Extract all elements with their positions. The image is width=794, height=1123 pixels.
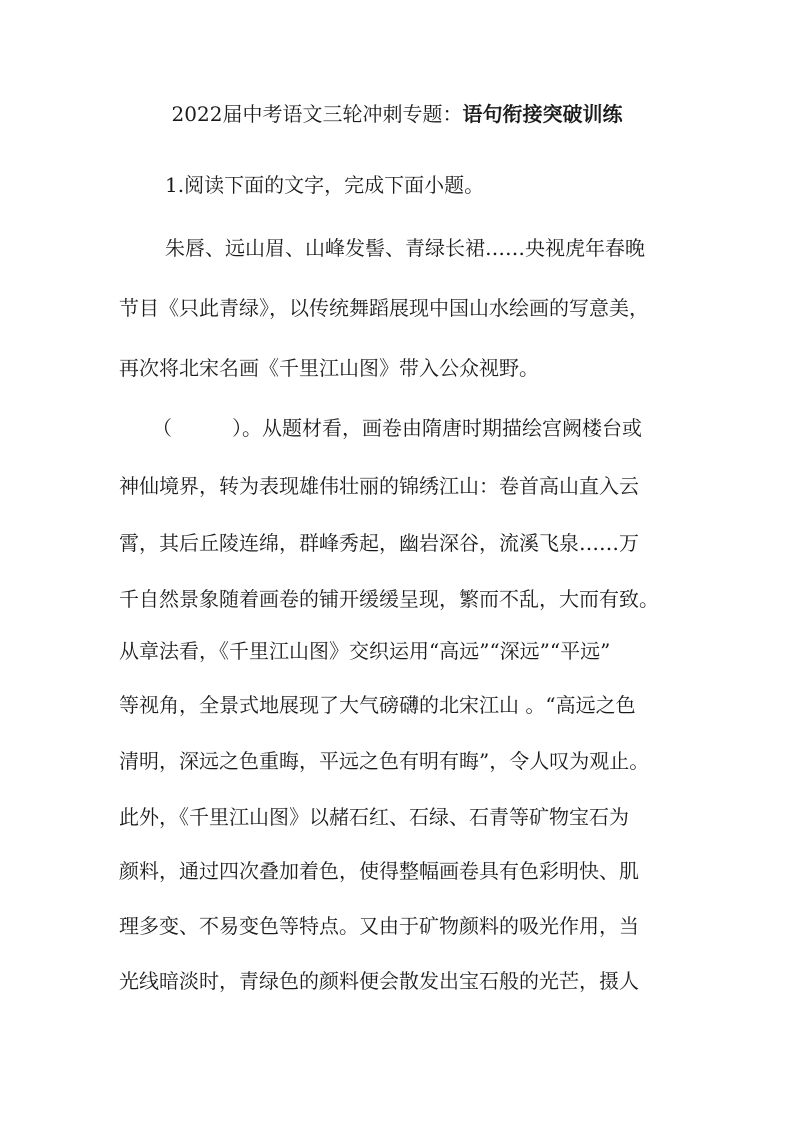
- paragraph-2-line-6: 等视角，全景式地展现了大气磅礴的北宋江山 。“高远之色: [119, 693, 636, 717]
- paragraph-1-line-1: 朱唇、远山眉、山峰发髻、青绿长裙……央视虎年春晚: [165, 236, 645, 260]
- title-bold-text: 语句衔接突破训练: [462, 102, 623, 126]
- question-prompt: 1.阅读下面的文字，完成下面小题。: [165, 173, 485, 197]
- paragraph-2-line-8: 此外，《千里江山图》以赭石红、石绿、石青等矿物宝石为: [119, 805, 629, 829]
- paragraph-2-line-1: （ ）。从题材看，画卷由隋唐时期描绘宫阙楼台或: [152, 416, 642, 440]
- paragraph-2-line-2: 神仙境界，转为表现雄伟壮丽的锦绣江山：卷首高山直入云: [119, 474, 639, 498]
- paragraph-2-line-9: 颜料，通过四次叠加着色，使得整幅画卷具有色彩明快、肌: [119, 859, 639, 883]
- title-text: 2022届中考语文三轮冲刺专题：: [171, 102, 463, 126]
- paragraph-2-line-11: 光线暗淡时，青绿色的颜料便会散发出宝石般的光芒，摄人: [119, 969, 639, 993]
- paragraph-1-line-2: 节目《只此青绿》，以传统舞蹈展现中国山水绘画的写意美，: [119, 296, 649, 320]
- paragraph-2-line-10: 理多变、不易变色等特点。又由于矿物颜料的吸光作用，当: [119, 914, 639, 938]
- paragraph-2-line-3: 霄，其后丘陵连绵，群峰秀起，幽岩深谷，流溪飞泉……万: [119, 531, 639, 555]
- paragraph-2-line-5: 从章法看，《千里江山图》交织运用“高远”“深远”“平远”: [119, 639, 611, 663]
- document-title: [0, 100, 794, 128]
- paragraph-2-line-4: 千自然景象随着画卷的铺开缓缓呈现，繁而不乱，大而有致。: [119, 587, 659, 611]
- paragraph-2-line-7: 清明，深远之色重晦，平远之色有明有晦”，令人叹为观止。: [119, 749, 650, 773]
- paragraph-1-line-3: 再次将北宋名画《千里江山图》带入公众视野。: [119, 356, 539, 380]
